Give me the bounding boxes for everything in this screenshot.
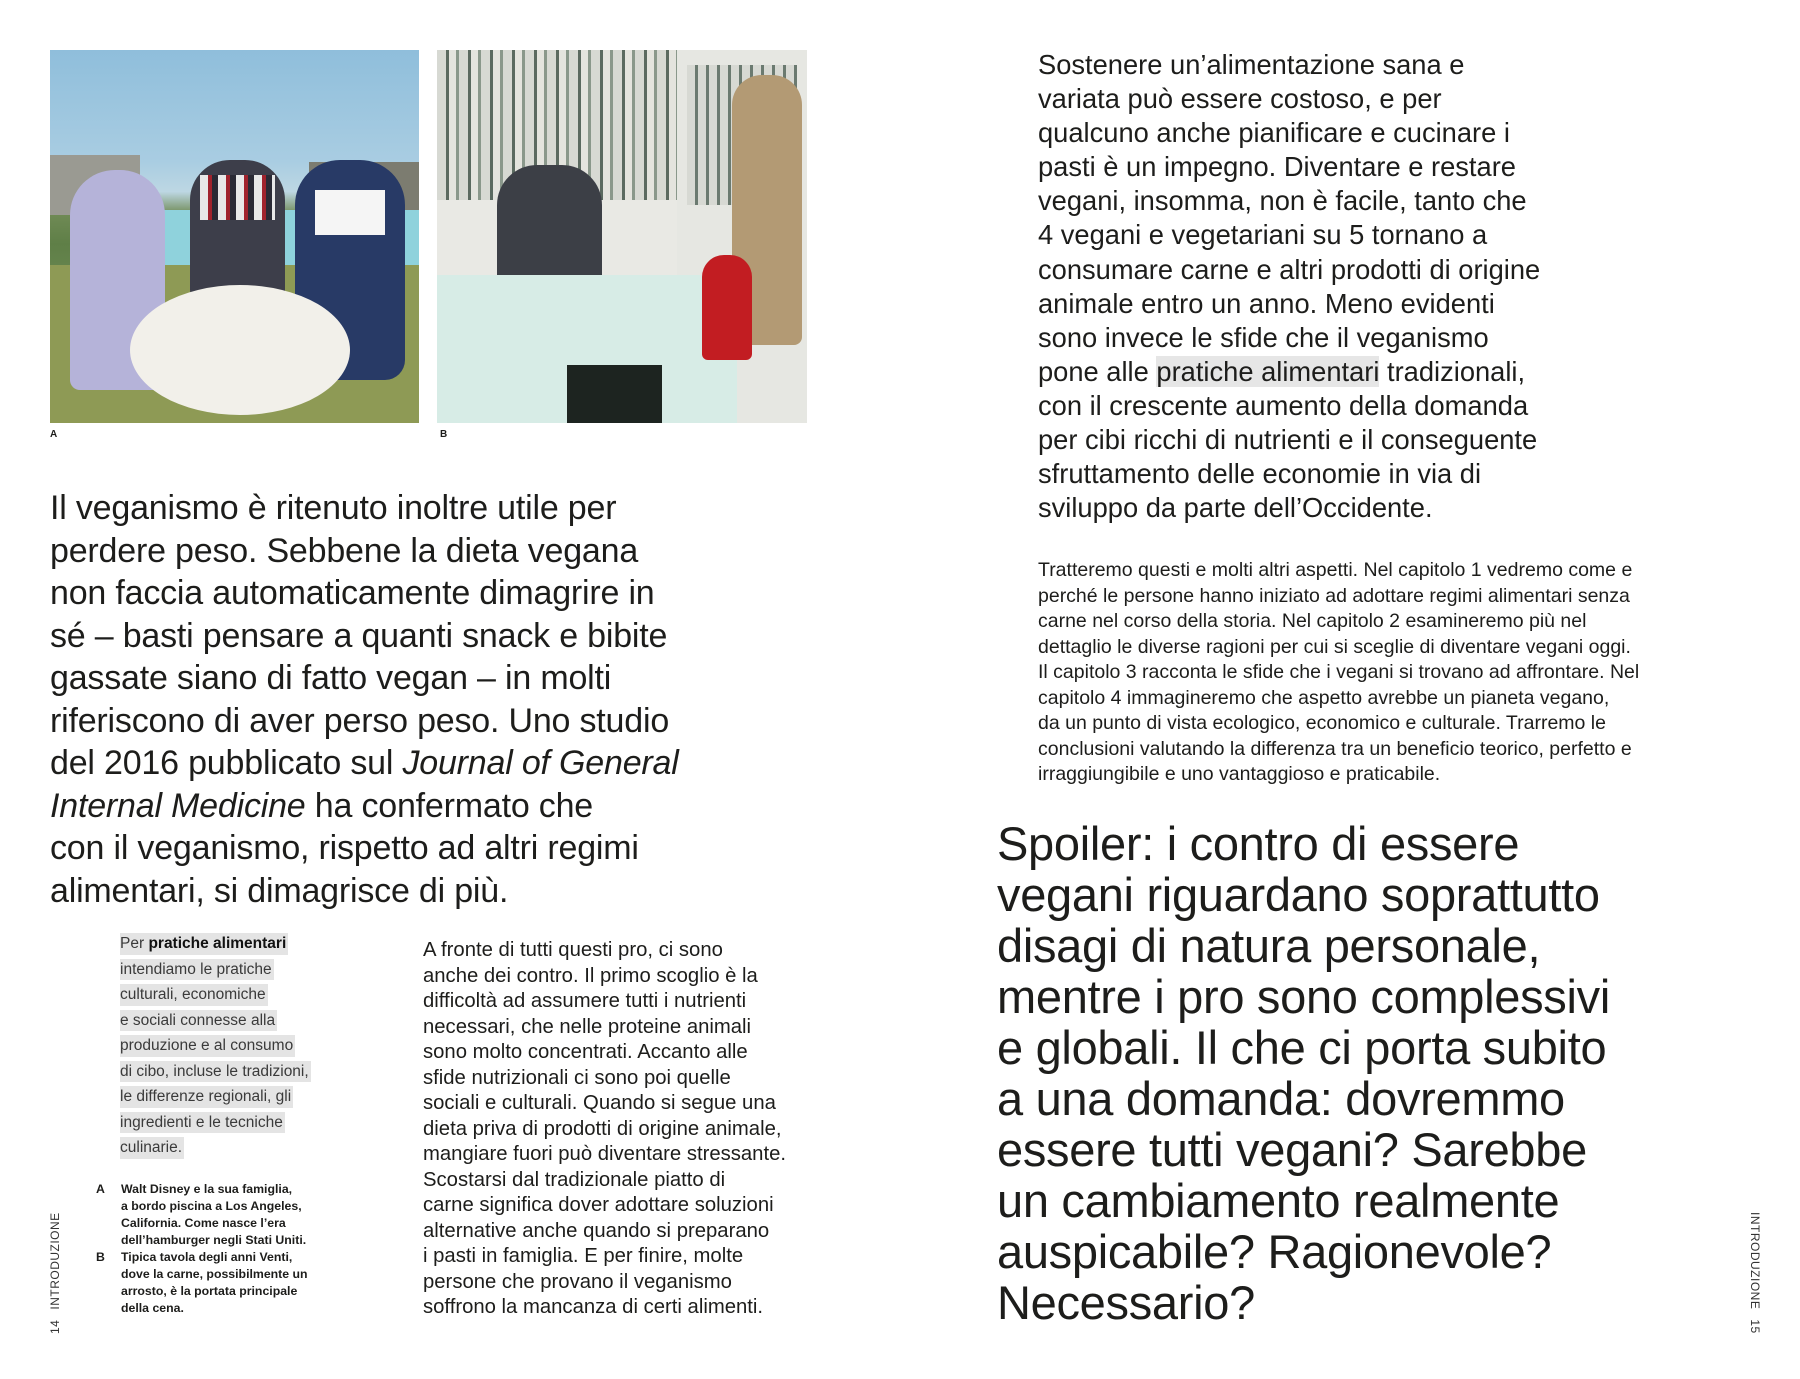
text-run: del 2016 pubblicato sul: [50, 744, 403, 782]
photo-b-family-dinner: [437, 50, 807, 423]
definition-line: [120, 933, 288, 955]
text-line: alternative anche quando si preparano: [423, 1219, 770, 1242]
definition-line: ingredienti e le tecniche: [120, 1112, 285, 1134]
caption-key: B: [96, 1250, 105, 1264]
page-number: 15: [1748, 1319, 1762, 1334]
caption-line: dell’hamburger negli Stati Uniti.: [121, 1233, 307, 1247]
caption-line: della cena.: [121, 1301, 184, 1315]
text-line: e globali. Il che ci porta subito: [997, 1021, 1607, 1074]
spoiler-heading: [997, 818, 1717, 1328]
photo-person: [497, 165, 602, 285]
running-header: INTRODUZIONE: [48, 1212, 62, 1310]
text-line: Scostarsi dal tradizionale piatto di: [423, 1168, 726, 1191]
text-line: vegani riguardano soprattutto: [997, 868, 1600, 921]
caption-a: [96, 1181, 308, 1249]
photo-blouse: [315, 190, 385, 235]
caption-text: [121, 1181, 306, 1249]
text-line: sfruttamento delle economie in via di: [1038, 458, 1482, 490]
caption-line: Tipica tavola degli anni Venti,: [121, 1250, 293, 1264]
body-column: [423, 938, 823, 1321]
photo-captions: [96, 1181, 308, 1317]
text-line: animale entro un anno. Meno evidenti: [1038, 287, 1495, 319]
photo-table: [130, 285, 350, 415]
text-line: dettaglio le diverse ragioni per cui si sceglie di diventare vegani oggi.: [1038, 635, 1631, 658]
text-line: [1038, 355, 1678, 389]
text-line: dieta priva di prodotti di origine animale,: [423, 1117, 782, 1140]
text-line: mangiare fuori può diventare stressante.: [423, 1143, 787, 1165]
text-line: difficoltà ad assumere tutti i nutrienti: [423, 990, 747, 1012]
caption-line: Walt Disney e la sua famiglia,: [121, 1182, 293, 1196]
text-line: vegani, insomma, non è facile, tanto che: [1038, 185, 1527, 217]
text-line: mentre i pro sono complessivi: [997, 970, 1610, 1023]
text-line: Spoiler: i contro di essere: [997, 817, 1520, 870]
glossary-term-highlight: pratiche alimentari: [1156, 355, 1380, 387]
text-line: carne significa dover adottare soluzioni: [423, 1194, 774, 1216]
definition-term: pratiche alimentari: [148, 935, 287, 952]
text-run: Per: [120, 935, 149, 952]
text-line: persone che provano il veganismo: [423, 1270, 732, 1293]
caption-text: [121, 1249, 308, 1317]
text-line: perché le persone hanno iniziato ad adottare regimi alimentari senza: [1038, 584, 1630, 607]
text-line: A fronte di tutti questi pro, ci sono: [423, 939, 723, 961]
text-line: consumare carne e altri prodotti di origine: [1038, 253, 1541, 285]
definition-line: culturali, economiche: [120, 984, 268, 1006]
text-line: sé – basti pensare a quanti snack e bibite: [50, 616, 668, 655]
text-run: pone alle: [1038, 355, 1157, 387]
caption-line: arrosto, è la portata principale: [121, 1284, 298, 1298]
text-line: Tratteremo questi e molti altri aspetti. Nel capitolo 1 vedremo come e: [1038, 559, 1633, 581]
text-line: carne nel corso della storia. Nel capitolo 2 esamineremo più nel: [1038, 610, 1587, 632]
text-line: irraggiungibile e uno vantaggioso e praticabile.: [1038, 763, 1441, 785]
text-line: perdere peso. Sebbene la dieta vegana: [50, 531, 639, 570]
text-run: tradizionali,: [1379, 355, 1526, 387]
text-line: qualcuno anche pianificare e cucinare i: [1038, 117, 1510, 149]
text-line: essere tutti vegani? Sarebbe: [997, 1123, 1587, 1176]
text-line: soffrono la mancanza di certi alimenti.: [423, 1296, 764, 1318]
definition-box: [120, 933, 350, 1163]
text-run: ha confermato che: [305, 786, 593, 825]
text-line: Il capitolo 3 racconta le sfide che i vegani si trovano ad affrontare. Nel: [1038, 661, 1640, 683]
text-line: 4 vegani e vegetariani su 5 tornano a: [1038, 219, 1488, 251]
definition-line: e sociali connesse alla: [120, 1010, 277, 1032]
text-line: [50, 785, 810, 828]
text-line: un cambiamento realmente: [997, 1174, 1560, 1227]
text-line: sociali e culturali. Quando si segue una: [423, 1092, 776, 1114]
text-line: conclusioni valutando la differenza tra un beneficio teorico, perfetto e: [1038, 737, 1632, 760]
text-line: Sostenere un’alimentazione sana e: [1038, 49, 1465, 80]
text-line: alimentari, si dimagrisce di più.: [50, 871, 509, 910]
page-number: 14: [48, 1319, 62, 1334]
text-line: sviluppo da parte dell’Occidente.: [1038, 492, 1433, 524]
text-line: non faccia automaticamente dimagrire in: [50, 574, 655, 612]
definition-line: di cibo, incluse le tradizioni,: [120, 1061, 311, 1083]
text-line: Necessario?: [997, 1276, 1255, 1329]
photo-chair: [567, 365, 662, 423]
text-line: variata può essere costoso, e per: [1038, 83, 1442, 115]
lead-paragraph: [50, 487, 810, 912]
right-paragraph-2: [1038, 558, 1728, 788]
folio-left: [48, 1212, 62, 1334]
text-line: per cibi ricchi di nutrienti e il conseguente: [1038, 424, 1538, 456]
caption-line: a bordo piscina a Los Angeles,: [121, 1199, 302, 1213]
right-paragraph-1: [1038, 48, 1678, 525]
text-line: sfide nutrizionali ci sono poi quelle: [423, 1066, 731, 1089]
text-line: a una domanda: dovremmo: [997, 1072, 1565, 1125]
text-line: Il veganismo è ritenuto inoltre utile per: [50, 489, 617, 527]
photo-shirt: [200, 175, 275, 220]
text-line: anche dei contro. Il primo scoglio è la: [423, 964, 758, 987]
caption-key: A: [96, 1182, 105, 1196]
definition-line: culinarie.: [120, 1137, 184, 1159]
journal-title: Internal Medicine: [50, 786, 306, 825]
journal-title: Journal of General: [402, 744, 679, 782]
text-line: capitolo 4 immagineremo che aspetto avrebbe un pianeta vegano,: [1038, 686, 1610, 709]
photo-label-a: A: [50, 429, 58, 440]
photo-a-family-poolside: [50, 50, 419, 423]
text-line: [50, 742, 810, 785]
photo-person: [702, 255, 752, 360]
definition-line: le differenze regionali, gli: [120, 1086, 293, 1108]
text-line: disagi di natura personale,: [997, 919, 1541, 972]
text-line: necessari, che nelle proteine animali: [423, 1015, 752, 1038]
definition-line: produzione e al consumo: [120, 1035, 295, 1057]
text-line: con il crescente aumento della domanda: [1038, 389, 1529, 421]
definition-line: intendiamo le pratiche: [120, 959, 274, 981]
text-line: i pasti in famiglia. E per finire, molte: [423, 1245, 744, 1267]
text-line: auspicabile? Ragionevole?: [997, 1225, 1552, 1278]
caption-b: [96, 1249, 308, 1317]
text-line: gassate siano di fatto vegan – in molti: [50, 659, 612, 697]
caption-line: California. Come nasce l’era: [121, 1216, 286, 1230]
text-line: sono invece le sfide che il veganismo: [1038, 321, 1489, 353]
photo-label-b: B: [440, 429, 448, 440]
caption-line: dove la carne, possibilmente un: [121, 1267, 308, 1281]
text-line: pasti è un impegno. Diventare e restare: [1038, 151, 1516, 183]
folio-right: [1748, 1212, 1762, 1334]
text-line: sono molto concentrati. Accanto alle: [423, 1041, 748, 1063]
text-line: riferiscono di aver perso peso. Uno studio: [50, 701, 670, 740]
running-header: INTRODUZIONE: [1748, 1212, 1762, 1310]
text-line: con il veganismo, rispetto ad altri regimi: [50, 829, 639, 867]
text-line: da un punto di vista ecologico, economico e culturale. Trarremo le: [1038, 712, 1606, 734]
